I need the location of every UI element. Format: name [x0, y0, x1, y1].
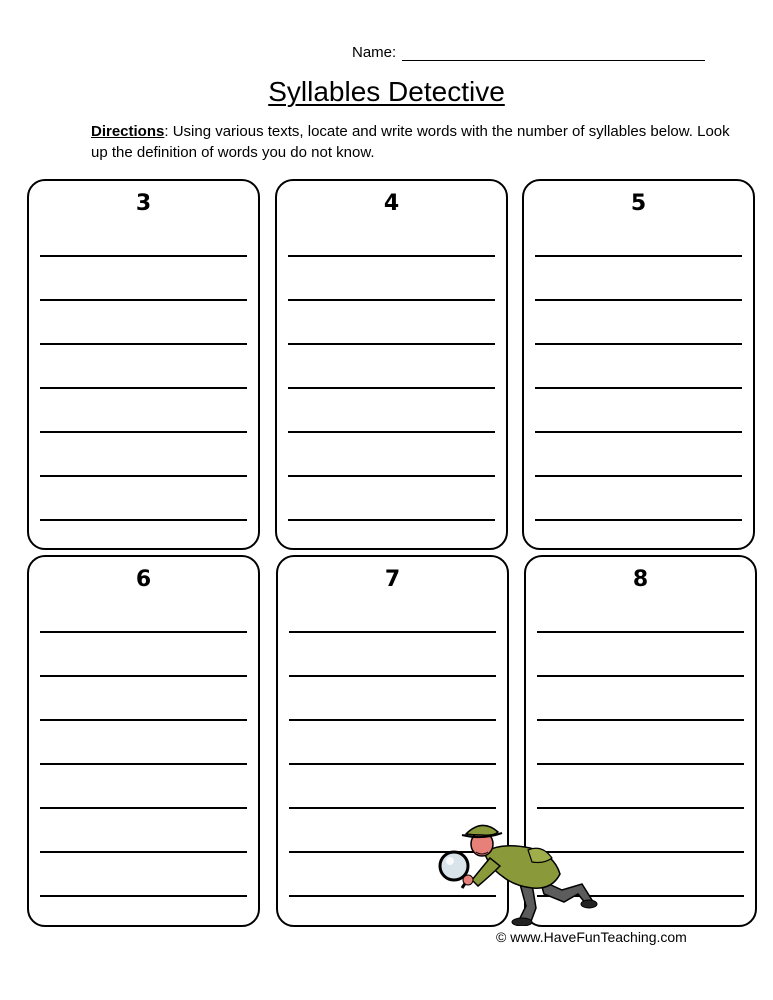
answer-line[interactable] — [535, 299, 742, 301]
answer-line[interactable] — [537, 631, 744, 633]
answer-line[interactable] — [535, 519, 742, 521]
directions — [91, 121, 731, 163]
answer-line[interactable] — [535, 387, 742, 389]
answer-line[interactable] — [40, 851, 247, 853]
syllable-box-4 — [275, 179, 508, 550]
answer-line[interactable] — [537, 807, 744, 809]
answer-line[interactable] — [289, 763, 496, 765]
worksheet-title: Syllables Detective — [268, 76, 505, 107]
name-input-line[interactable] — [402, 46, 705, 61]
answer-line[interactable] — [288, 431, 495, 433]
answer-line[interactable] — [537, 675, 744, 677]
answer-line[interactable] — [288, 343, 495, 345]
answer-line[interactable] — [288, 519, 495, 521]
detective-magnifying-glass-icon — [432, 814, 602, 926]
answer-line[interactable] — [535, 343, 742, 345]
answer-line[interactable] — [288, 255, 495, 257]
answer-line[interactable] — [288, 387, 495, 389]
answer-line[interactable] — [40, 519, 247, 521]
syllable-box-5 — [522, 179, 755, 550]
directions-text: : Using various texts, locate and write words with the number of syllables below. Look up the definition of words you do not know. — [91, 123, 730, 161]
answer-line[interactable] — [288, 475, 495, 477]
answer-line[interactable] — [40, 255, 247, 257]
answer-line[interactable] — [40, 431, 247, 433]
syllable-box-3 — [27, 179, 260, 550]
answer-line[interactable] — [535, 255, 742, 257]
answer-line[interactable] — [40, 675, 247, 677]
syllable-count: 4 — [383, 191, 400, 216]
syllable-box-6 — [27, 555, 260, 927]
syllable-count: 7 — [384, 567, 401, 592]
name-row — [352, 44, 705, 61]
answer-line[interactable] — [40, 895, 247, 897]
answer-line[interactable] — [289, 631, 496, 633]
answer-line[interactable] — [288, 299, 495, 301]
directions-label: Directions — [91, 123, 165, 140]
copyright-text: © www.HaveFunTeaching.com — [496, 929, 687, 945]
answer-line[interactable] — [537, 763, 744, 765]
answer-line[interactable] — [289, 675, 496, 677]
name-label: Name: — [352, 44, 397, 61]
answer-line[interactable] — [40, 807, 247, 809]
syllable-count: 3 — [135, 191, 152, 216]
syllable-count: 8 — [632, 567, 649, 592]
answer-line[interactable] — [40, 763, 247, 765]
answer-line[interactable] — [40, 387, 247, 389]
syllable-count: 5 — [630, 191, 647, 216]
answer-line[interactable] — [289, 719, 496, 721]
answer-line[interactable] — [535, 431, 742, 433]
answer-line[interactable] — [537, 719, 744, 721]
answer-line[interactable] — [40, 719, 247, 721]
answer-line[interactable] — [40, 299, 247, 301]
syllable-count: 6 — [135, 567, 152, 592]
answer-line[interactable] — [289, 807, 496, 809]
answer-line[interactable] — [40, 475, 247, 477]
answer-line[interactable] — [40, 631, 247, 633]
answer-line[interactable] — [40, 343, 247, 345]
answer-line[interactable] — [535, 475, 742, 477]
